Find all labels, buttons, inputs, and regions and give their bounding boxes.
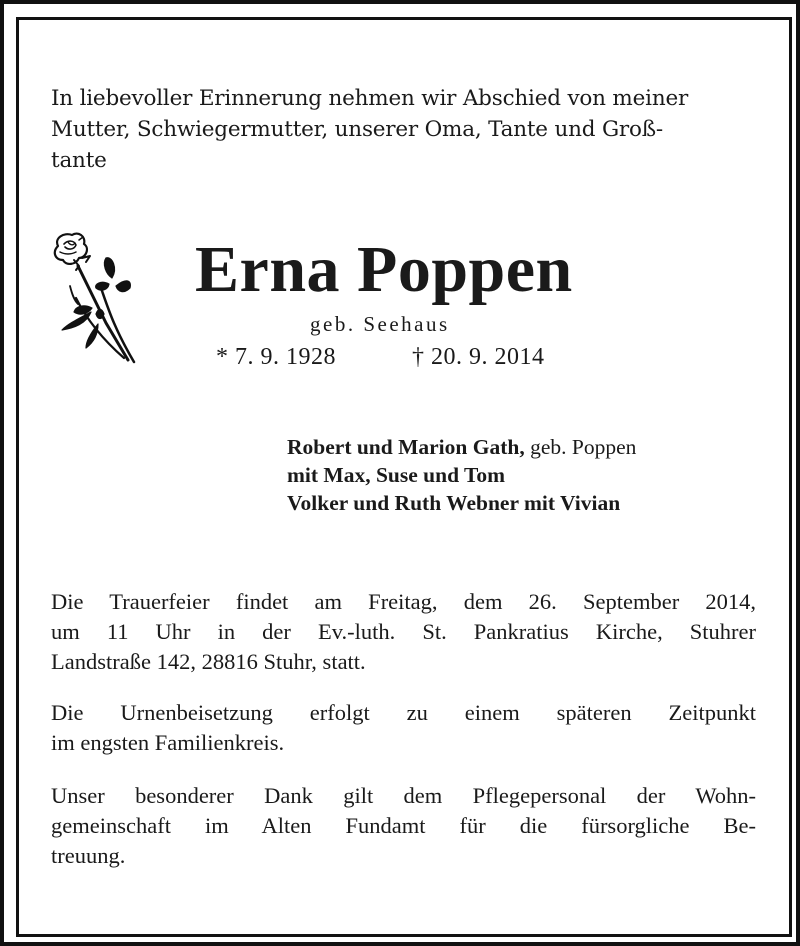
mourner-note: geb. Poppen [524,435,637,459]
mourner-names: Robert und Marion Gath, [287,435,525,459]
paragraph-line: im engsten Familienkreis. [51,730,285,755]
birth-date: * 7. 9. 1928 [216,344,336,370]
paragraph-line: Unser besonderer Dank gilt dem Pflegepersonal der Wohn- [51,783,756,808]
paragraph-line: gemeinschaft im Alten Fundamt für die fürsorgliche Be- [51,813,756,838]
deceased-name: Erna Poppen [195,233,573,306]
intro-text [51,83,756,176]
urn-burial-paragraph [51,698,756,758]
mourner-names: mit Max, Suse und Tom [287,463,506,487]
mourner-names: Volker und Ruth Webner mit Vivian [287,491,621,515]
paragraph-line: Die Trauerfeier findet am Freitag, dem 26. September 2014, [51,589,756,614]
intro-line: tante [51,148,107,173]
death-date: † 20. 9. 2014 [412,344,545,370]
mourner-row [287,489,757,517]
mourners-list [287,433,757,517]
rose-icon [46,228,146,368]
intro-line: Mutter, Schwiegermutter, unserer Oma, Tante und Groß- [51,117,663,142]
paragraph-line: um 11 Uhr in der Ev.-luth. St. Pankratius Kirche, Stuhrer [51,619,756,644]
mourner-row [287,461,757,489]
paragraph-line: treuung. [51,843,126,868]
funeral-service-paragraph [51,587,756,677]
mourner-row [287,433,757,461]
maiden-name: geb. Seehaus [310,312,450,336]
paragraph-line: Landstraße 142, 28816 Stuhr, statt. [51,649,366,674]
paragraph-line: Die Urnenbeisetzung erfolgt zu einem späteren Zeitpunkt [51,700,756,725]
thanks-paragraph [51,781,756,871]
intro-line: In liebevoller Erinnerung nehmen wir Abschied von meiner [51,86,689,111]
